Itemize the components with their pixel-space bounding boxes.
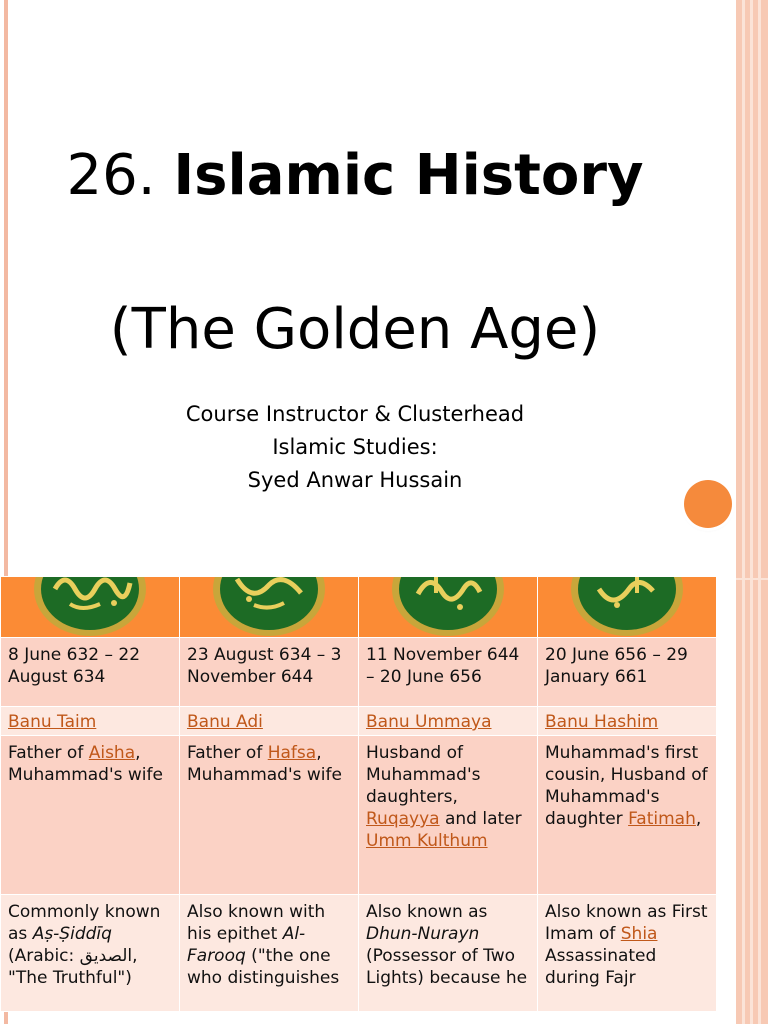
relation-cell: Muhammad's first cousin, Husband of Muhammad's daughter Fatimah, (538, 736, 717, 895)
relation-cell: Father of Hafsa, Muhammad's wife (180, 736, 359, 895)
notes-cell: Also known with his epithet Al-Farooq ("the one who distinguishes (180, 895, 359, 1012)
notes-row (1, 895, 717, 1012)
right-decorative-strip (736, 0, 768, 1024)
person-link[interactable]: Umm Kulthum (366, 831, 488, 851)
slide-title: 26. Islamic History (66, 143, 644, 208)
caliphs-table (0, 576, 717, 1012)
seal-cell (180, 577, 359, 638)
uthman-calligraphy-seal-icon (388, 577, 508, 638)
table-header-row (1, 577, 717, 638)
reign-row (1, 638, 717, 707)
clan-link[interactable]: Banu Ummaya (366, 712, 492, 732)
clan-row (1, 707, 717, 736)
clan-link[interactable]: Banu Adi (187, 712, 263, 732)
person-link[interactable]: Hafsa (267, 743, 317, 763)
seal-cell (359, 577, 538, 638)
relation-cell: Husband of Muhammad's daughters, Ruqayya and later Umm Kulthum (359, 736, 538, 895)
instructor-line-2: Islamic Studies: (272, 435, 438, 459)
abu-bakr-calligraphy-seal-icon (30, 577, 150, 638)
slide-subtitle: (The Golden Age) (109, 297, 601, 362)
clan-cell (180, 707, 359, 736)
instructor-block (0, 398, 710, 497)
person-link[interactable]: Ruqayya (366, 809, 440, 829)
seal-cell (538, 577, 717, 638)
person-link[interactable]: Fatimah (628, 809, 696, 829)
notes-cell: Also known as Dhun-Nurayn (Possessor of Two Lights) because he (359, 895, 538, 1012)
clan-link[interactable]: Banu Hashim (545, 712, 659, 732)
reign-cell: 11 November 644 – 20 June 656 (359, 638, 538, 707)
instructor-line-1: Course Instructor & Clusterhead (185, 402, 525, 426)
clan-cell (1, 707, 180, 736)
relation-cell: Father of Aisha, Muhammad's wife (1, 736, 180, 895)
clan-cell (538, 707, 717, 736)
person-link[interactable]: Aisha (88, 743, 136, 763)
reign-cell: 20 June 656 – 29 January 661 (538, 638, 717, 707)
clan-cell (359, 707, 538, 736)
instructor-line-3: Syed Anwar Hussain (247, 468, 463, 492)
notes-cell: Also known as First Imam of Shia Assassinated during Fajr (538, 895, 717, 1012)
clan-link[interactable]: Banu Taim (8, 712, 97, 732)
shia-link[interactable]: Shia (620, 924, 658, 944)
notes-cell: Commonly known as Aṣ-Ṣiddīq (Arabic: الصديق, "The Truthful") (1, 895, 180, 1012)
relation-row (1, 736, 717, 895)
reign-cell: 8 June 632 – 22 August 634 (1, 638, 180, 707)
reign-cell: 23 August 634 – 3 November 644 (180, 638, 359, 707)
ali-calligraphy-seal-icon (567, 577, 687, 638)
seal-cell (1, 577, 180, 638)
umar-calligraphy-seal-icon (209, 577, 329, 638)
